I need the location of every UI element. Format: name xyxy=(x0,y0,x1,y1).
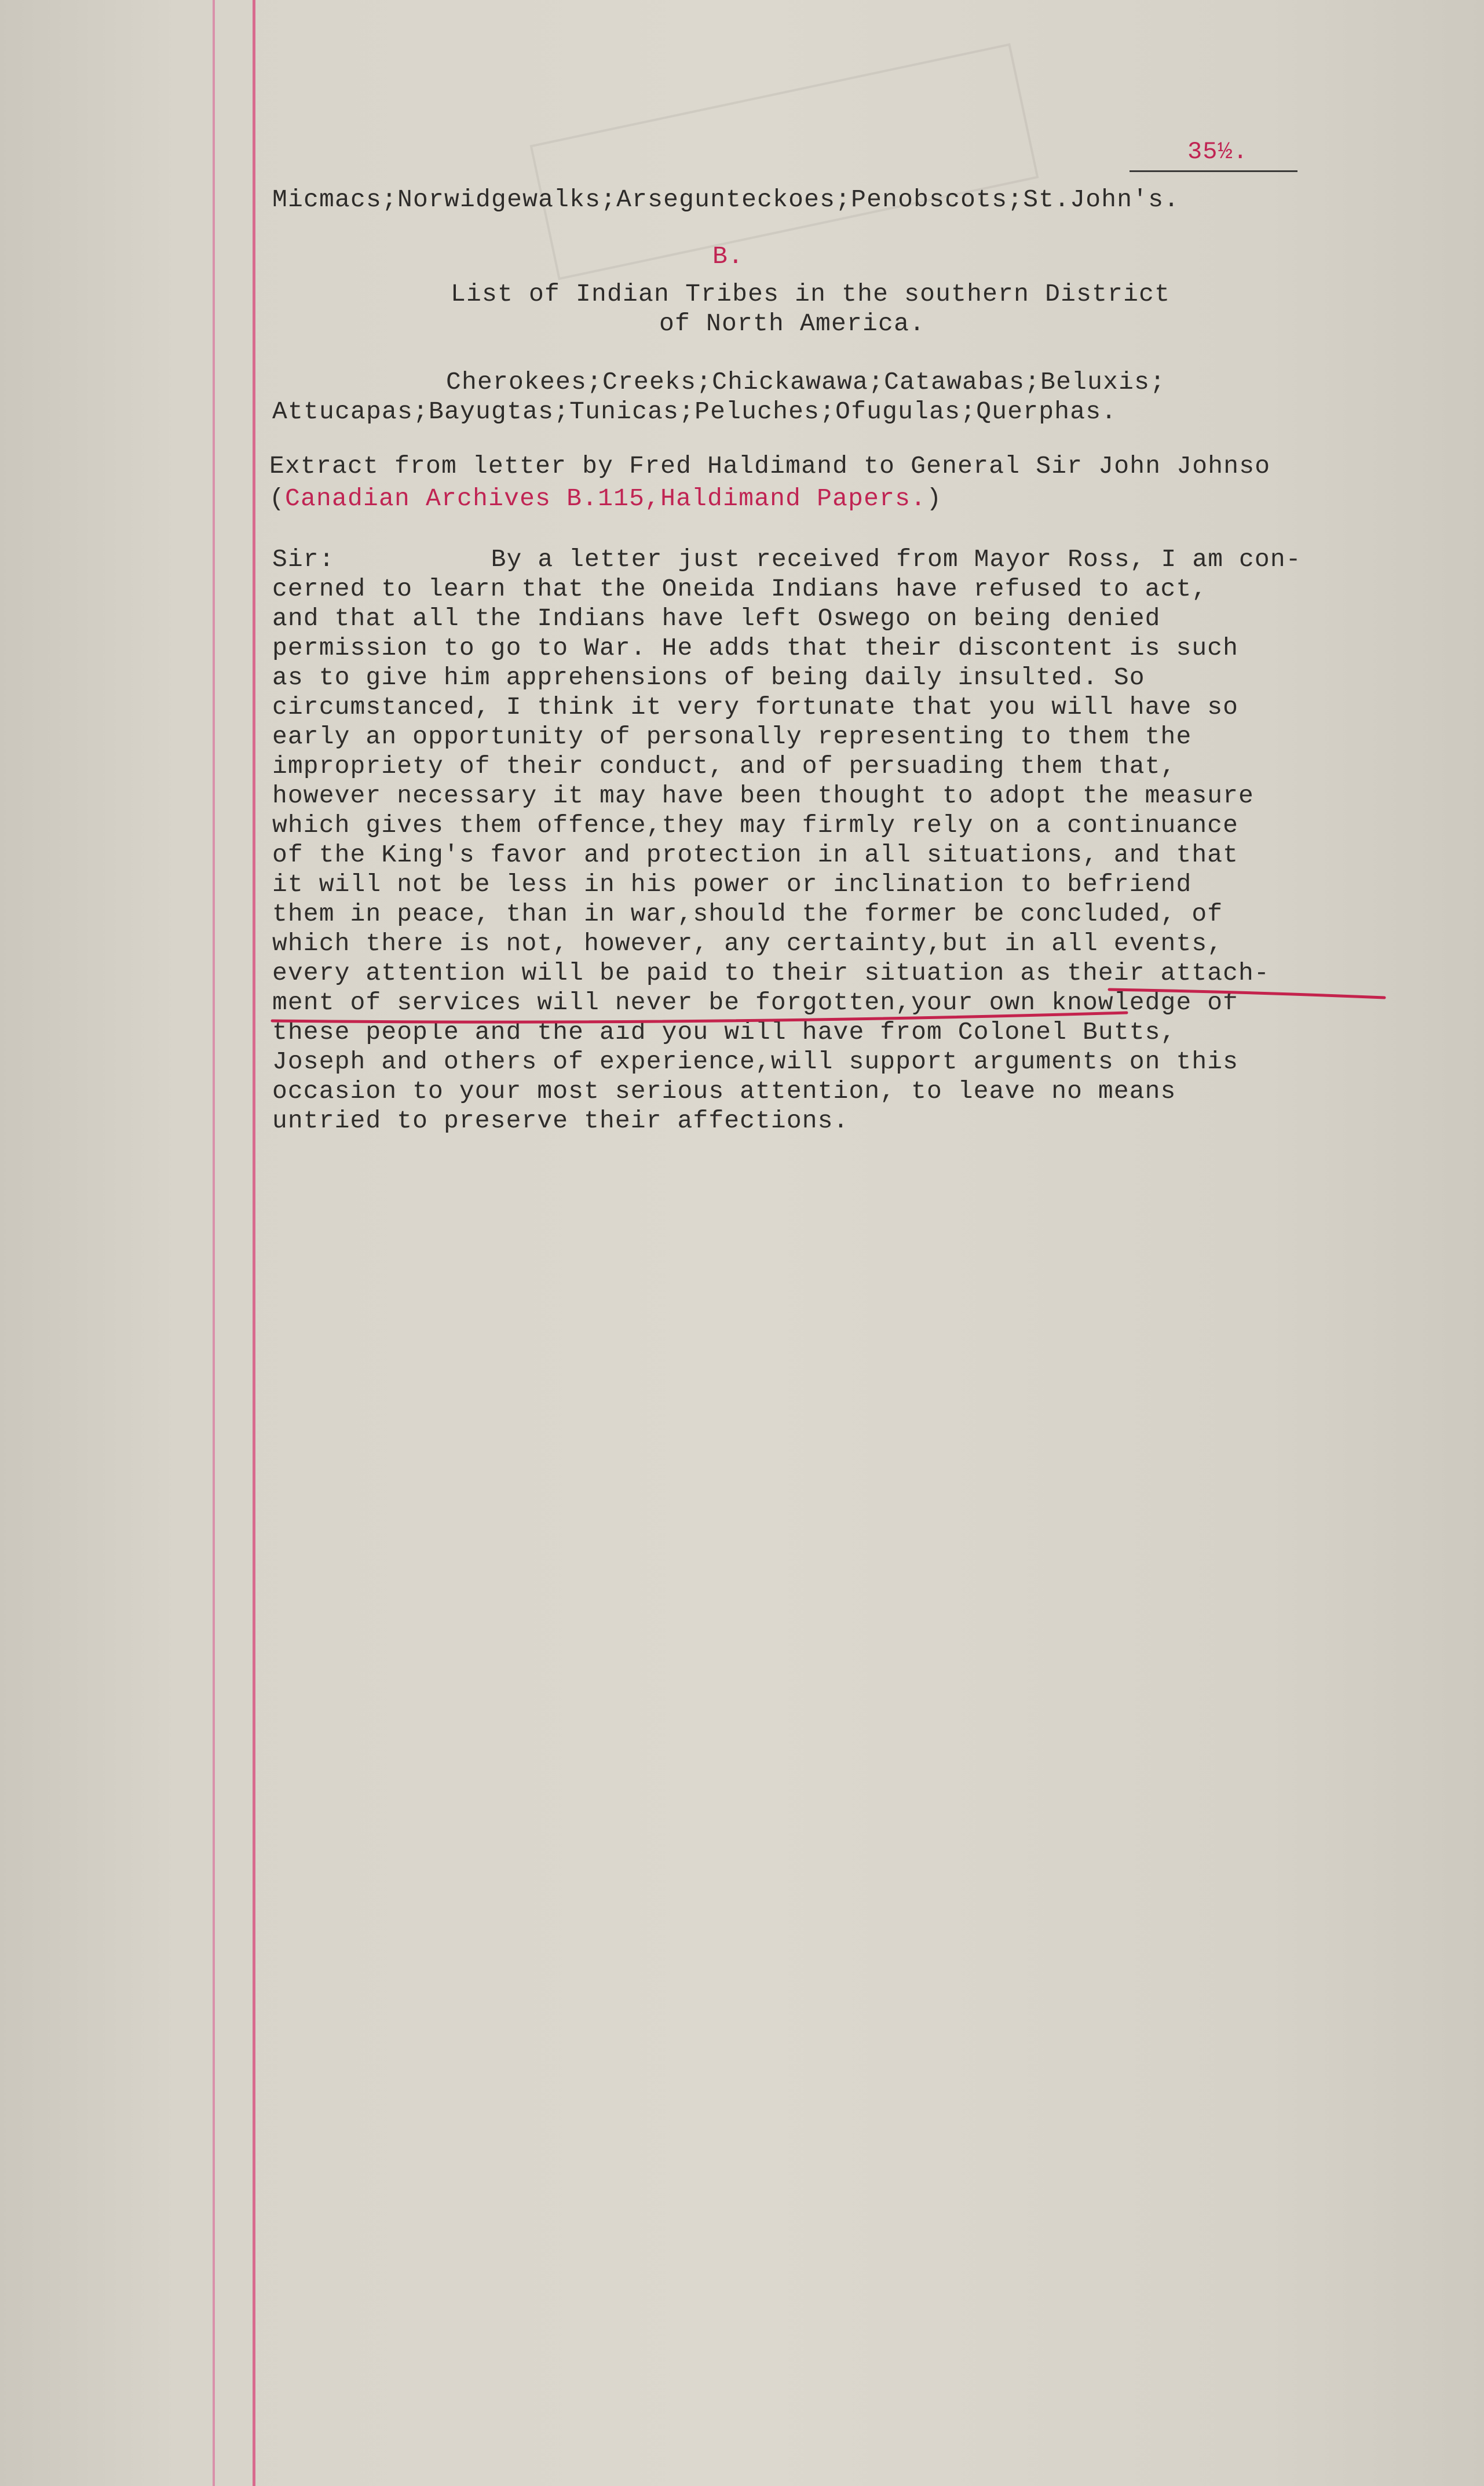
letter-line: By a letter just received from Mayor Ross, I am con- xyxy=(491,545,1302,574)
letter-line: Joseph and others of experience,will support arguments on this xyxy=(272,1047,1239,1076)
letter-line: and that all the Indians have left Oswego on being denied xyxy=(272,604,1161,633)
letter-line: untried to preserve their affections. xyxy=(272,1107,849,1135)
heading-line-1: List of Indian Tribes in the southern District xyxy=(451,280,1171,308)
letter-line: impropriety of their conduct, and of persuading them that, xyxy=(272,752,1176,780)
letter-line: of the King's favor and protection in all situations, and that xyxy=(272,841,1239,869)
section-letter: B. xyxy=(712,242,744,271)
letter-line: which there is not, however, any certainty,but in all events, xyxy=(272,929,1223,958)
northern-tribes-list: Micmacs;Norwidgewalks;Arsegunteckoes;Penobscots;St.John's. xyxy=(272,185,1180,214)
letter-body xyxy=(272,545,1419,1136)
letter-line: every attention will be paid to their situation as their attach- xyxy=(272,959,1270,987)
citation xyxy=(269,484,942,513)
letter-line: however necessary it may have been thought to adopt the measure xyxy=(272,782,1254,810)
salutation: Sir: xyxy=(272,545,335,574)
letter-line: early an opportunity of personally representing to them the xyxy=(272,722,1192,751)
faint-archive-stamp xyxy=(530,43,1039,280)
citation-open-paren: ( xyxy=(269,484,286,513)
left-margin-rule xyxy=(253,0,255,2486)
letter-line: as to give him apprehensions of being daily insulted. So xyxy=(272,663,1145,692)
letter-line: them in peace, than in war,should the former be concluded, of xyxy=(272,900,1223,928)
bleed-through-texture xyxy=(272,1159,1455,2370)
letter-line: ment of services will never be forgotten,your own knowledge of xyxy=(272,988,1239,1017)
page-number-rule xyxy=(1130,170,1297,172)
letter-line: it will not be less in his power or inclination to befriend xyxy=(272,870,1192,899)
southern-tribes-line-1: Cherokees;Creeks;Chickawawa;Catawabas;Beluxis; xyxy=(446,368,1166,396)
letter-line: which gives them offence,they may firmly rely on a continuance xyxy=(272,811,1239,839)
page-number: 35½. xyxy=(1187,138,1248,166)
letter-first-line xyxy=(272,545,1419,574)
letter-line: these people and the aid you will have from Colonel Butts, xyxy=(272,1018,1176,1046)
southern-tribes-line-2: Attucapas;Bayugtas;Tunicas;Peluches;Ofugulas;Querphas. xyxy=(272,397,1117,426)
citation-close-paren: ) xyxy=(926,484,942,513)
letter-line: occasion to your most serious attention, to leave no means xyxy=(272,1077,1176,1105)
letter-line: cerned to learn that the Oneida Indians have refused to act, xyxy=(272,575,1208,603)
heading-line-2: of North America. xyxy=(659,309,926,338)
extract-heading: Extract from letter by Fred Haldimand to General Sir John Johnso xyxy=(269,452,1271,480)
left-margin-rule-outer xyxy=(213,0,215,2486)
letter-line: permission to go to War. He adds that their discontent is such xyxy=(272,634,1239,662)
letter-line: circumstanced, I think it very fortunate that you will have so xyxy=(272,693,1239,721)
citation-text: Canadian Archives B.115,Haldimand Papers. xyxy=(285,484,927,513)
